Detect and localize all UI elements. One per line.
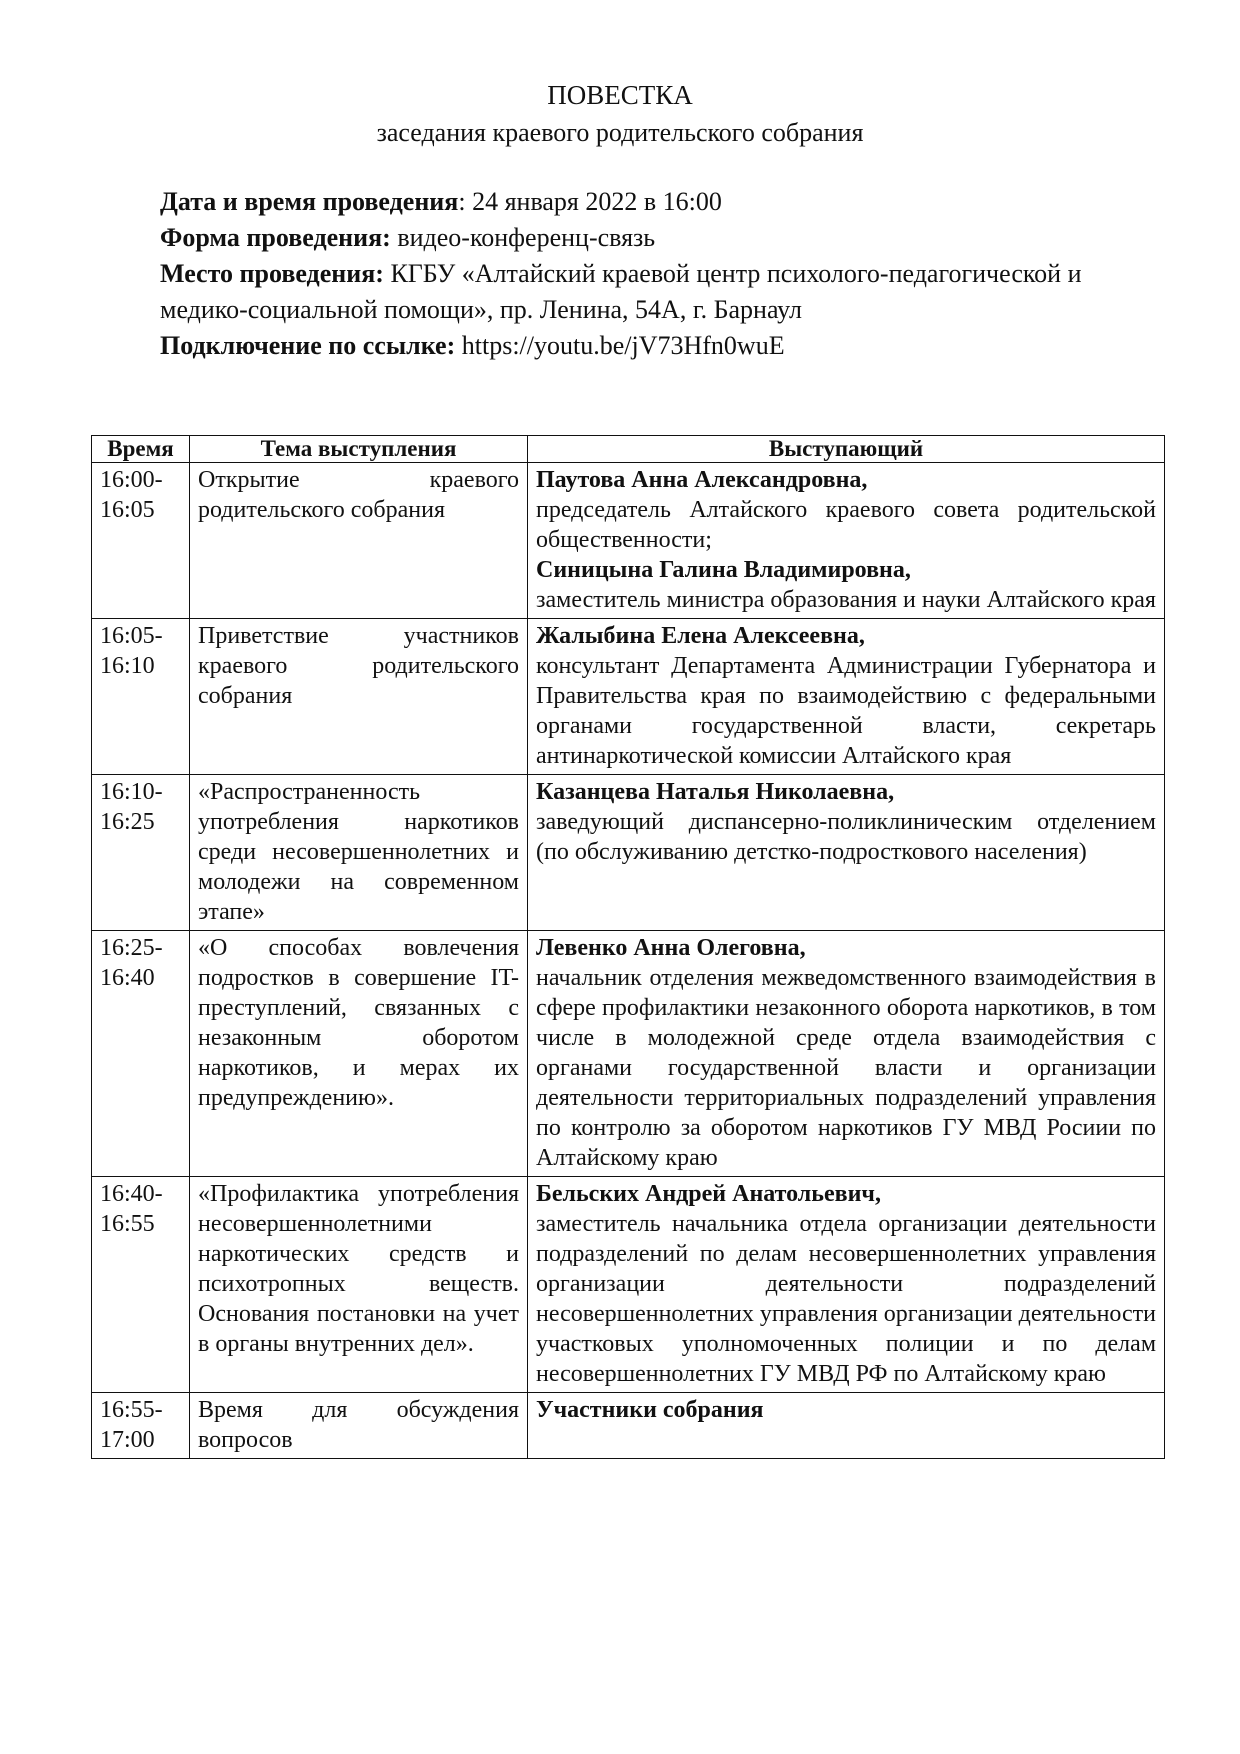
speaker-name: Паутова Анна Александровна, [536,467,868,493]
speaker-name: Бельских Андрей Анатольевич, [536,1181,881,1207]
speaker-name: Казанцева Наталья Николаевна, [536,779,895,805]
place-value: КГБУ «Алтайский краевой центр психолого-педагогической и медико-социальной помощи», пр. Ленина, 54А, г. Барнаул [160,259,1082,324]
link-line [160,328,1160,364]
speaker-name: Участники собрания [536,1397,764,1423]
speaker-name: Левенко Анна Олеговна, [536,935,806,961]
place-label: Место проведения: [160,259,384,288]
table-row [92,931,1165,1177]
speaker-cell [528,619,1165,775]
speaker-cell [528,1177,1165,1393]
date-value: : 24 января 2022 в 16:00 [458,187,722,216]
table-row [92,463,1165,619]
table-row [92,1393,1165,1459]
speaker-role: заведующий диспансерно-поликлиническим отделением (по обслуживанию детстко-подросткового населения) [536,809,1156,865]
page-title: ПОВЕСТКА [547,80,693,110]
table-row [92,775,1165,931]
topic-cell: Приветствие участников краевого родительского собрания [190,619,528,775]
table-header-row [92,436,1165,463]
topic-cell: Время для обсуждения вопросов [190,1393,528,1459]
agenda-body [92,463,1165,1459]
column-header-topic: Тема выступления [190,436,528,463]
form-value: видео-конференц-связь [390,223,656,252]
speaker-role: заместитель министра образования и науки Алтайского края [536,587,1156,613]
table-row [92,619,1165,775]
speaker-cell [528,463,1165,619]
speaker-role: консультант Департамента Администрации Губернатора и Правительства края по взаимодействию с федеральными органами государственной власти, секретарь антинаркотической комиссии Алтайского края [536,653,1156,769]
place-line [160,256,1160,328]
form-line [160,220,1160,256]
topic-cell: Открытие краевого родительского собрания [190,463,528,619]
time-cell: 16:05-16:10 [92,619,190,775]
speaker-cell [528,775,1165,931]
time-cell: 16:40-16:55 [92,1177,190,1393]
time-cell: 16:10-16:25 [92,775,190,931]
speaker-role: председатель Алтайского краевого совета родительской общественности; [536,497,1156,553]
column-header-speaker: Выступающий [528,436,1165,463]
time-cell: 16:25-16:40 [92,931,190,1177]
speaker-role: заместитель начальника отдела организации деятельности подразделений по делам несовершеннолетних управления организации деятельности подразделений несовершеннолетних управления организации деятельности участковых уполномоченных полиции и по делам несовершеннолетних ГУ МВД РФ по Алтайскому краю [536,1211,1157,1387]
speaker-role: начальник отделения межведомственного взаимодействия в сфере профилактики незаконного оборота наркотиков, в том числе в молодежной среде отдела взаимодействия с органами государственной власти и организации деятельности территориальных подразделений управления по контролю за оборотом наркотиков ГУ МВД Росиии по Алтайскому краю [536,965,1156,1171]
topic-cell: «Профилактика употребления несовершеннолетними наркотических средств и психотропных веществ. Основания постановки на учет в органы внутренних дел». [190,1177,528,1393]
page-subtitle: заседания краевого родительского собрания [376,118,864,147]
table-row [92,1177,1165,1393]
meeting-details [160,184,1160,364]
topic-cell: «Распространенность употребления наркотиков среди несовершеннолетних и молодежи на современном этапе» [190,775,528,931]
link-label: Подключение по ссылке: [160,331,456,360]
date-label: Дата и время проведения [160,187,459,216]
speaker-cell [528,1393,1165,1459]
speaker-name: Жалыбина Елена Алексеевна, [536,623,865,649]
time-cell: 16:55-17:00 [92,1393,190,1459]
form-label: Форма проведения: [160,223,391,252]
link-value[interactable]: https://youtu.be/jV73Hfn0wuE [455,331,785,360]
column-header-time: Время [92,436,190,463]
speaker-cell [528,931,1165,1177]
speaker-name: Синицына Галина Владимировна, [536,557,911,583]
agenda-table [91,435,1165,1459]
topic-cell: «О способах вовлечения подростков в совершение IT-преступлений, связанных с незаконным оборотом наркотиков, и мерах их предупреждению». [190,931,528,1177]
date-line [160,184,1160,220]
time-cell: 16:00-16:05 [92,463,190,619]
